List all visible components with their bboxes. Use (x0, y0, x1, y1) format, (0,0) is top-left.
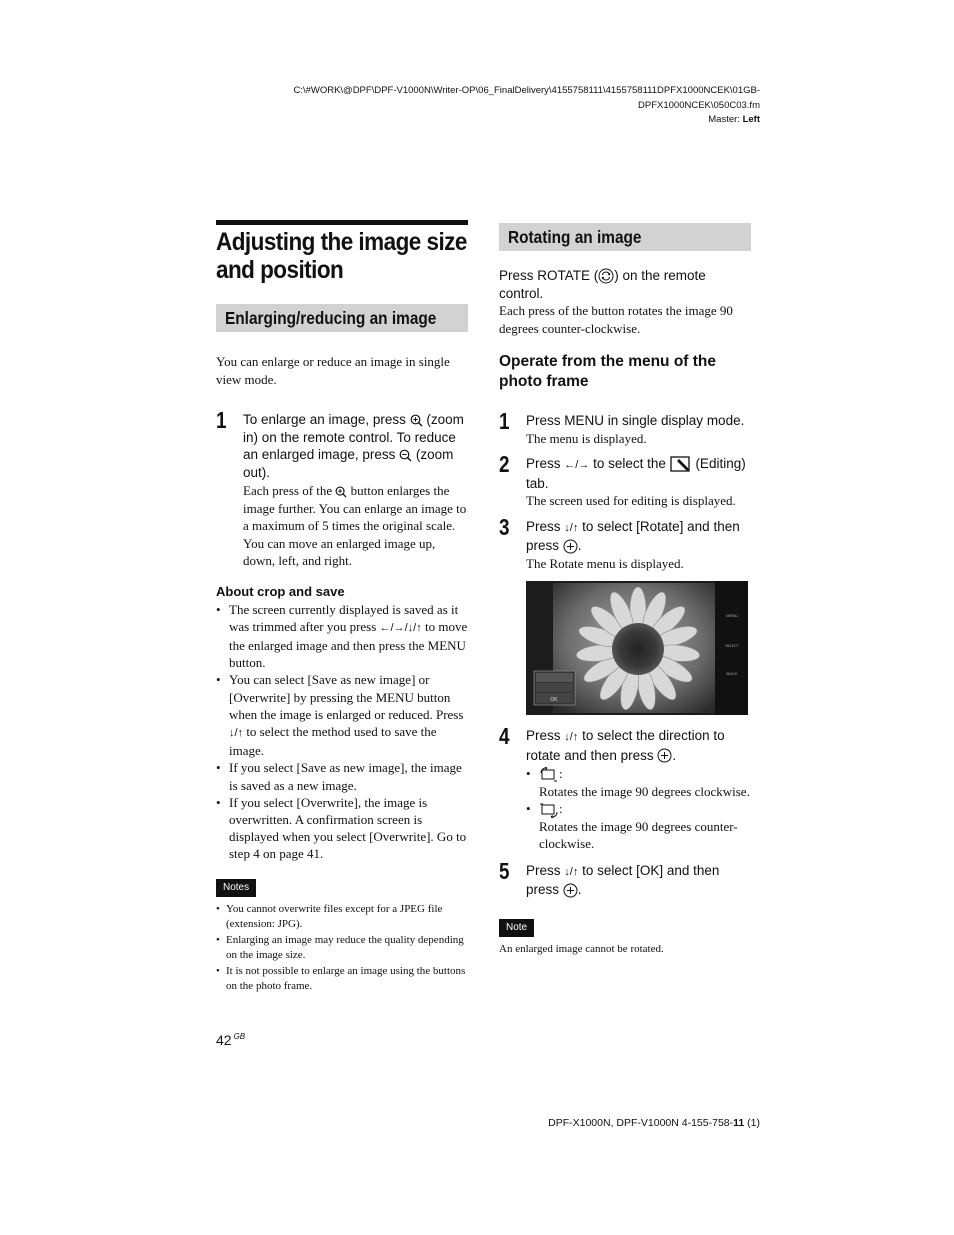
detail-text: button enlarges the image further. You can enlarge an image to a maximum of 5 times the original scale. You can move an enlarged image up, down, left, and right. (243, 483, 467, 568)
file-path-line-1: C:\#WORK\@DPF\DPF-V1000N\Writer-OP\06_FinalDelivery\4155758111\4155758111DPFX1000NCEK\01GB- (293, 85, 760, 96)
step-number: 4 (499, 723, 510, 749)
instruction-text: Press ROTATE ( (499, 268, 599, 283)
list-item (216, 671, 468, 759)
rotate-step-1 (499, 408, 751, 447)
rotate-remote-instruction (499, 267, 751, 302)
instruction-text: to select the direction to rotate and then press (526, 728, 725, 763)
note-badge: Note (499, 919, 534, 937)
instruction-text: Press (526, 728, 561, 743)
instruction-text: To enlarge an image, press (243, 412, 406, 427)
model-end: (1) (744, 1117, 760, 1129)
instruction-text: ) on the remote control. (499, 268, 706, 301)
list-item (216, 601, 468, 672)
list-item-text: : (559, 766, 563, 781)
list-item (526, 765, 751, 800)
left-column (216, 220, 468, 995)
list-item (526, 800, 751, 852)
file-path-header (200, 84, 760, 128)
instruction-text: Press (526, 518, 561, 534)
note-item: • Enlarging an image may reduce the quality depending on the image size. (216, 933, 468, 964)
list-item-text: : (559, 801, 563, 817)
instruction-text: to select the (593, 456, 666, 471)
enlarge-step-1 (216, 407, 468, 570)
master-label: Master: (708, 114, 740, 125)
arrow-keys-icon: ↓/↑ (564, 865, 579, 878)
step-number: 1 (216, 407, 227, 433)
title-rule (216, 220, 468, 225)
note-item: • You cannot overwrite files except for a JPEG file (extension: JPG). (216, 902, 468, 933)
right-column (499, 223, 751, 958)
instruction-text: (zoom in) on the remote control. To reduce an enlarged image, press (243, 412, 464, 462)
master-value: Left (742, 114, 760, 125)
page-number-value: 42 (216, 1032, 232, 1048)
note-text: An enlarged image cannot be rotated. (499, 942, 664, 955)
page-number (216, 1032, 245, 1048)
model-number-footer (548, 1117, 760, 1129)
zoom-in-icon (410, 414, 423, 427)
rotate-section-heading-text: Rotating an image (508, 226, 642, 247)
sunflower-photo (526, 581, 748, 715)
arrow-keys-icon: ↓/↑ (564, 521, 579, 534)
rotate-step-2 (499, 451, 751, 510)
file-path-line-2: DPFX1000NCEK\050C03.fm (638, 99, 760, 111)
editing-tab-icon (670, 456, 692, 472)
page-title-line-1: Adjusting the image size (216, 228, 467, 256)
list-item-text: to move the enlarged image and then press the MENU button. (229, 618, 468, 671)
step-detail: The screen used for editing is displayed. (526, 493, 736, 508)
enlarge-section-heading-text: Enlarging/reducing an image (225, 307, 437, 328)
step-detail: The Rotate menu is displayed. (526, 555, 684, 571)
instruction-text: to select [OK] and then press (526, 862, 720, 898)
enter-button-icon (563, 883, 578, 898)
screen-ok-label: OK (550, 697, 558, 703)
model-text: DPF-X1000N, DPF-V1000N 4-155-758- (548, 1117, 734, 1129)
zoom-out-icon (399, 449, 412, 462)
step-instruction: Press MENU in single display mode. (526, 413, 745, 428)
note-item: • It is not possible to enlarge an image using the buttons on the photo frame. (216, 964, 468, 995)
instruction-text: to select [Rotate] and then press (526, 518, 740, 553)
rotate-direction-list (526, 765, 751, 853)
enlarge-step-1-detail (243, 482, 468, 570)
crop-save-list (216, 601, 468, 863)
list-item (216, 759, 468, 793)
step-number: 5 (499, 857, 510, 884)
step-number: 1 (499, 408, 510, 434)
screen-select-label: SELECT (725, 644, 739, 648)
step-instruction: Press ↓/↑ to select the direction to rotate and then press . (526, 728, 725, 763)
instruction-text: (zoom out). (243, 447, 454, 480)
list-item-text: The screen currently displayed is saved as it was trimmed after you press (229, 601, 459, 634)
list-item-text: You can select [Save as new image] or [Overwrite] by pressing the MENU button when the image is enlarged or reduced. Press (229, 672, 464, 722)
page-number-suffix: GB (233, 1032, 246, 1041)
screen-back-label: BACK (726, 671, 738, 676)
list-item-text: Rotates the image 90 degrees clockwise. (539, 784, 750, 800)
list-item-text: to select the method used to save the image. (229, 723, 437, 759)
list-item-text: If you select [Overwrite], the image is overwritten. A confirmation screen is displayed when you select [Overwrite]. Go to step 4 on page 41. (229, 794, 467, 862)
enlarge-intro: You can enlarge or reduce an image in single view mode. (216, 354, 450, 387)
step-number: 3 (499, 513, 510, 540)
enter-button-icon (657, 748, 672, 763)
rotate-clockwise-icon (539, 767, 559, 783)
rotate-button-icon (598, 268, 614, 284)
step-number: 2 (499, 451, 510, 477)
arrow-keys-icon: ↓/↑ (229, 726, 244, 739)
photo-frame-menu-heading: Operate from the menu of the photo frame (499, 353, 717, 390)
page-title-line-2: and position (216, 256, 344, 284)
list-item-text: If you select [Save as new image], the image is saved as a new image. (229, 760, 462, 793)
rotate-counter-clockwise-icon (539, 802, 559, 818)
step-detail: The menu is displayed. (526, 430, 647, 446)
rotate-menu-screenshot (526, 581, 748, 715)
screen-menu-label: MENU (726, 613, 738, 618)
notes-list (216, 902, 468, 995)
rotate-step-5 (499, 857, 751, 899)
instruction-text: Press (526, 456, 561, 471)
crop-save-heading: About crop and save (216, 583, 345, 599)
instruction-text: (Editing) tab. (526, 456, 746, 491)
master-line (200, 113, 760, 128)
enter-button-icon (563, 539, 578, 554)
arrow-keys-icon: ←/→ (564, 459, 590, 471)
notes-badge: Notes (216, 879, 256, 897)
detail-text: Each press of the (243, 483, 333, 498)
step-instruction: Press ↓/↑ to select [OK] and then press . (526, 862, 720, 898)
page-title (216, 228, 468, 284)
enlarge-step-1-instruction (243, 411, 468, 481)
instruction-text: Press (526, 862, 561, 878)
enlarge-section-heading (216, 304, 468, 332)
arrow-keys-icon: ↓/↑ (564, 731, 579, 743)
rotate-section-heading (499, 223, 751, 251)
arrow-keys-icon: ←/→/↓/↑ (379, 621, 422, 634)
step-instruction (526, 455, 751, 492)
zoom-in-icon (335, 486, 347, 498)
rotate-step-3 (499, 513, 751, 716)
model-bold: 11 (733, 1117, 745, 1129)
list-item (216, 794, 468, 863)
step-instruction: Press ↓/↑ to select [Rotate] and then press . (526, 518, 740, 553)
rotate-step-4 (499, 723, 751, 853)
rotate-remote-detail: Each press of the button rotates the image 90 degrees counter-clockwise. (499, 303, 733, 336)
list-item-text: Rotates the image 90 degrees counter-clockwise. (539, 819, 738, 852)
